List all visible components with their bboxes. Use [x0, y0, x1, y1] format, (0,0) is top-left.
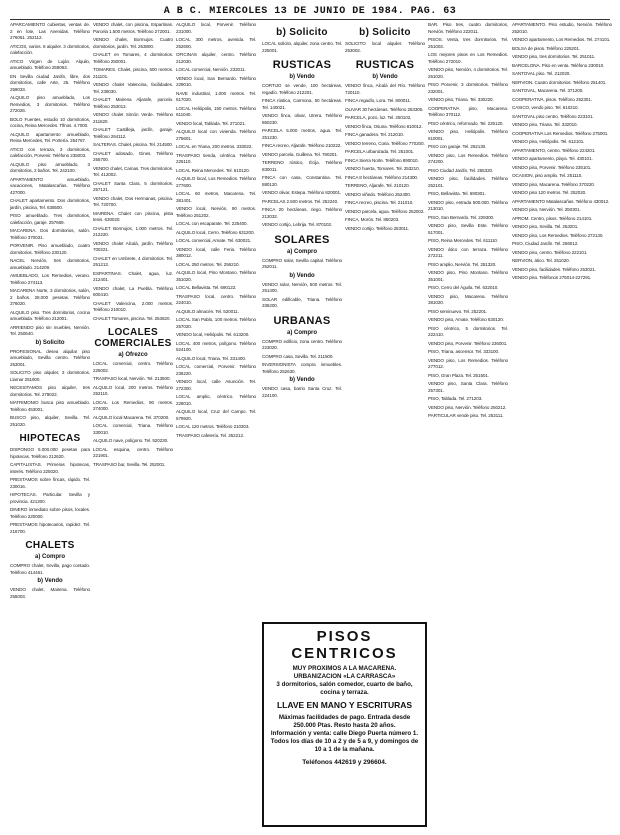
- header-rule: [10, 19, 610, 20]
- classified-ad: SANTOVAL piso. Tel. 212020.: [512, 71, 571, 76]
- classified-ad: SALTERAS. Chalet, piscina. Tel. 214500.: [93, 142, 173, 147]
- classified-ad: VENDO apartamento, Los Remedios. Tel. 274101.: [512, 37, 611, 42]
- column-2: [93, 22, 173, 827]
- subsection-heading: b) Vendo: [372, 74, 398, 80]
- classified-ad: TRASPASO bar, Sevilla. Tel. 252001.: [93, 461, 166, 467]
- classified-ad: VENDO piso, Heliópolis. Tel. 612101.: [512, 139, 585, 144]
- classified-ad: ALQUILO local con vivienda. Teléfono 275601.: [176, 129, 256, 141]
- classified-ad: LOCAL 250 metros. Tel. 256210.: [176, 261, 240, 267]
- classified-ad: VENDO huerta, Tomares. Tel. 253210.: [345, 166, 420, 171]
- classified-ad: PISO Porvenir, 3 dormitorios. Teléfono 232001.: [428, 82, 508, 94]
- classified-ad: TRASPASO local, Nervión. Tel. 213500.: [93, 376, 171, 381]
- classified-ad: ALQUILO local, Cruz del Campo. Tel. 579920.: [176, 409, 256, 421]
- classified-ad: COOPERATIVA piso, Macarena. Teléfono 370112.: [428, 105, 508, 117]
- section-heading: CHALETS: [25, 540, 75, 551]
- promo-line-5: Información y venta: calle Diego Puerta número 1. Todos los días de 10 a 2 y de 5 a 9, y domingos de 10 a 1 de la mañana.: [270, 730, 419, 753]
- subsection-heading: b) Solicito: [35, 339, 65, 346]
- classified-ad: TERRENO, Aljarafe. Tel. 210120.: [345, 183, 410, 188]
- classified-ad: VENDO piso, centro. Teléfono 222101.: [512, 249, 588, 255]
- classified-ad: VENDO ático con terraza. Teléfono 272211.: [428, 246, 508, 258]
- promo-line-1: MUY PROXIMOS A LA MACARENA. URBANIZACION «LA CARRASCA»: [292, 665, 397, 680]
- classified-ad: TRASPASO tienda, céntrica. Teléfono 225110.: [176, 152, 256, 164]
- classified-ad: ALQUILO piso. Tres dormitorios, cocina amueblada. Teléfono 212001.: [10, 309, 90, 321]
- classified-ad: VENDO piso, tres dormitorios. Tel. 251011.: [512, 54, 596, 59]
- classified-ad: BUSCO piso, alquiler, Sevilla. Tel. 251020.: [10, 415, 90, 427]
- classified-ad: NECESITAMOS piso alquiler, tres dormitorios. Tel. 279022.: [10, 385, 90, 397]
- classified-ad: ALQUILO piso amueblado, 3 dormitorios, 2 baños. Tel. 242100.: [10, 161, 90, 173]
- classified-ad: BAR. Piso tres, cuatro dormitorios, Nervión. Teléfono 222011.: [428, 22, 508, 34]
- classified-ad: LOCAL 120 metros. Teléfono 210303.: [176, 424, 250, 429]
- classified-ad: LOCAL amplio, céntrico. Teléfono 228010.: [176, 394, 256, 406]
- section-heading: LOCALES COMERCIALES: [94, 327, 172, 349]
- classified-ad: ATICO con terraza, 3 dormitorios, calefacción, Porvenir. Teléfono 235003.: [10, 146, 90, 158]
- classified-ad: COMPRO casa, Sevilla. Tel. 211500.: [262, 353, 334, 359]
- classified-ad: PISO seminuevo. Tel. 252201.: [428, 308, 488, 314]
- classified-ad: ALQUILO local, 200 metros. Teléfono 252110.: [93, 384, 173, 396]
- classified-ad: VENDO piso, Los Remedios. Teléfono 272130.: [512, 232, 604, 238]
- classified-ad: VENDO piso 120 metros. Tel. 252020.: [512, 190, 587, 195]
- classified-ad: CHALET apartamento. Dos dormitorios, jardín, piscina, Tel. 638500.: [10, 198, 90, 210]
- classified-ad: PARCELA, pozo, luz. Tel. 250102.: [345, 115, 412, 120]
- classified-ad: LOCAL esquina, centro. Teléfono 221901.: [93, 446, 173, 458]
- classified-ad: TRASPASO local, centro. Teléfono 224010.: [176, 293, 256, 305]
- section-heading: b) Solicito: [276, 27, 328, 38]
- classified-ad: LOCAL en Triana, 200 metros. 333022.: [176, 144, 253, 149]
- classified-ad: ALQUILO local, Los Remedios. Teléfono 277600.: [176, 176, 256, 188]
- classified-ad: VENDO piso, Triana. Tel. 332010.: [512, 122, 578, 127]
- classified-ad: VENDO viñedo. Teléfono 252400.: [345, 191, 411, 197]
- classified-ad: NACEL Nervión, tres dormitorios, amueblado. 214209.: [10, 258, 90, 270]
- classified-ad: VENDO piso, Porvenir. Teléfono 235101.: [512, 164, 592, 170]
- classified-ad: OCASION, piso amplio. Tel. 251110.: [512, 173, 583, 178]
- classified-ad: SANTOVAL, Macarena. Tel. 371200.: [512, 88, 584, 93]
- classified-ad: VENDO piso, Heliópolis. Teléfono 610001.: [428, 129, 508, 141]
- classified-ad: MATRIMONIO busca piso amueblado. Teléfono 453001.: [10, 400, 90, 412]
- classified-ad: VENDO finca, Alcalá del Río. Teléfono 720110.: [345, 83, 425, 95]
- classified-ad: CASICO, vendo piso. Tel. 610210.: [512, 105, 579, 110]
- classified-ad: ALQUILO local, Triana. Tel. 331400.: [176, 355, 246, 361]
- classified-ad: VENDO local, Tablada. Tel. 271021.: [176, 120, 246, 126]
- classified-ad: VENDO chalet, Mairena. Teléfono 255003.: [10, 587, 90, 599]
- classified-ad: COOPERATIVA, pisos. Teléfono 252301.: [512, 96, 592, 102]
- classified-ad: CHALET Castilleja, jardín, garaje. Teléfono 264112.: [93, 127, 173, 139]
- classified-ad: VENDO finca, olivar, Utrera. Teléfono 860230.: [262, 113, 342, 125]
- classified-ad: LOCAL Bellavista. Tel. 690122.: [176, 285, 237, 290]
- classified-ad: LOCAL comercial, Triana. Teléfono 330010.: [93, 423, 173, 435]
- classified-ad: VENDO piso, Sevilla Este. Teléfono 517001.: [428, 223, 508, 235]
- classified-ad: LOCAL Heliópolis, 150 metros. Teléfono 611040.: [176, 105, 256, 117]
- classified-ad: FINCA recreo, piscina. Tel. 211010.: [345, 200, 414, 205]
- classified-ad: VENDO local, San Bernardo. Teléfono 229010.: [176, 75, 256, 87]
- classified-ad: PISO, San Bernardo. Tel. 229300.: [428, 214, 495, 220]
- classified-ad: CHALET Tomares, piscina. Tel. 253620.: [93, 315, 171, 321]
- classified-ad: PARCELA urbanizada. Tel. 251001.: [345, 149, 415, 154]
- subsection-heading: b) Vendo: [37, 578, 63, 584]
- classified-ad: ALQUILO local Macarena. Tel. 370200.: [93, 414, 170, 420]
- classified-ad: FINCA ganadera. Tel. 212010.: [345, 132, 404, 137]
- classified-ad: LOS mejores pisos en Los Remedios. Teléfono 272010.: [428, 52, 508, 64]
- classified-ad: PARCELA 5.000 metros, agua. Tel. 251230.: [262, 128, 342, 140]
- classified-ad: VENDO chalet, Camas. Tres dormitorios. Tel. 412002.: [93, 165, 173, 177]
- classified-ad: COMPRO chalet, Sevilla, pago contado. Teléfono 414461.: [10, 563, 90, 575]
- classified-ad: LOCAL comercial, Porvenir. Teléfono 236220.: [176, 364, 256, 376]
- classified-ad: LOCAL 60 metros, Macarena. Tel. 381401.: [176, 191, 256, 203]
- classified-ad: PISO con garaje. Tel. 252130.: [428, 144, 487, 149]
- classified-ad: CAPITALISTAS. Primeras hipotecas, interés. Teléfono 225020.: [10, 462, 90, 474]
- classified-ad: VENDO terreno, Coria. Teléfono 770200.: [345, 140, 425, 146]
- classified-ad: DINERO inmediato sobre pisos, locales. Teléfono 220000.: [10, 507, 90, 519]
- subsection-heading: a) Compro: [287, 329, 317, 336]
- classified-ad: FINCA recreo, Aljarafe. Teléfono 210222.: [262, 143, 342, 148]
- classified-ad: VENDO piso, Amate. Teléfono 630120.: [428, 317, 504, 322]
- column-7: [512, 22, 612, 827]
- classified-ad: VENDO finca, Osuna. Teléfono 810012.: [345, 123, 423, 129]
- classified-ad: LOCAL con escaparate. Tel. 225400.: [176, 221, 248, 226]
- classified-ad: SANTOVAL piso centro. Teléfono 223101.: [512, 113, 594, 119]
- classified-ad: HIPOTECAS. Particular. Sevilla y provincia. 421200.: [10, 492, 90, 504]
- classified-ad: BARCELONA. Piso en venta. Teléfono 230010.: [512, 62, 605, 68]
- classified-ad: VENDO chalet, con piscina, Espartinas. Parcela 1.500 metros. Teléfono 272001.: [93, 22, 173, 34]
- classified-ad: VENDO piso, Los Remedios. Teléfono 277012.: [428, 357, 508, 369]
- classified-ad: MACARENA Norte, 3 dormitorios, salón, 2 baños. 28.000 pesetas. Teléfono 376020.: [10, 288, 90, 306]
- classified-ad: BOLSA de pisos. Teléfono 225201.: [512, 45, 580, 51]
- classified-ad: CHALET en Umbrete, 4 dormitorios. Tel. 251213.: [93, 255, 173, 267]
- classified-ad: VENDO chalet, La Puebla. Teléfono 600410.: [93, 285, 173, 297]
- classified-ad: LOCAL comercial, Nervión. 232011.: [176, 67, 246, 72]
- classified-ad: VENDO piso, facilidades. Teléfono 253021.: [512, 266, 596, 272]
- classified-ad: CHALET adosado, Gines. Teléfono 255700.: [93, 150, 173, 162]
- classified-ad: PISO, Cerro del Águila. Tel. 632010.: [428, 285, 499, 290]
- column-4: [262, 22, 342, 398]
- section-heading: RUSTICAS: [355, 59, 415, 71]
- classified-ad: PISO céntrico, 5 dormitorios. Tel. 222410.: [428, 325, 508, 337]
- promo-title: PISOS CENTRICOS: [291, 628, 398, 662]
- section-heading: SOLARES: [274, 233, 330, 246]
- column-3: [176, 22, 256, 827]
- section-heading: RUSTICAS: [272, 59, 332, 71]
- classified-ad: COMPRO solar, Sevilla capital. Teléfono 252011.: [262, 257, 342, 269]
- classified-ad: VENDO piso, Triana. Tel. 330220.: [428, 97, 494, 102]
- column-5: [345, 22, 425, 337]
- classified-ad: PISO, Ciudad Jardín. Tel. 256012.: [512, 241, 579, 246]
- promo-line-2: 3 dormitorios, salón comedor, cuarto de baño, cocina y terraza.: [276, 681, 413, 696]
- classified-ad: CHALET en Tomares, 4 dormitorios. Teléfono 250001.: [93, 52, 173, 64]
- classified-ad: VENDO piso, Nervión. Tel. 250301.: [512, 207, 581, 212]
- classified-ad: VENDO chalet Valencina, facilidades. Tel. 236030.: [93, 82, 173, 94]
- classified-ad: ALQUILO almacén. Tel. 520011.: [176, 308, 239, 314]
- classified-ad: VENDO local, Heliópolis. Tel. 613200.: [176, 332, 250, 337]
- classified-ad: FINCA con casa, Constantina. Tel. 880120.: [262, 175, 342, 187]
- section-heading: URBANAS: [273, 314, 331, 327]
- subsection-heading: a) Compro: [35, 554, 65, 560]
- classified-ad: TRASPASO cafetería. Tel. 252212.: [176, 432, 245, 438]
- classified-ad: VENDO piso. Teléfonos 275014-227291.: [512, 275, 592, 280]
- classified-ad: TERRENO rústico, Écija. Teléfono 830011.: [262, 160, 342, 172]
- classified-ad: VENDO piso, Porvenir. Teléfono 236001.: [428, 340, 508, 346]
- section-heading: HIPOTECAS: [19, 433, 81, 444]
- classified-ad: COMPRO edificio, zona centro. Teléfono 223020.: [262, 338, 342, 350]
- classified-ad: ATICO Virgen de Luján. Alquilo, amueblado. Teléfono 259063.: [10, 58, 90, 70]
- classified-ad: PISO, Triana, ascensor. Tel. 333100.: [428, 349, 500, 354]
- classified-ad: MAIRENA. Chalet con piscina, pista tenis. 630020.: [93, 210, 173, 222]
- classified-ad: VENDO local, calle Asunción. Tel. 272300.: [176, 379, 256, 391]
- classified-ad: LOCAL solicito, alquiler, zona centro. Tel. 225001.: [262, 41, 342, 53]
- classified-ad: VENDO solar, Nervión, 500 metros. Tel. 251400.: [262, 281, 342, 293]
- classified-ad: APARTAMENTO Matalascañas. Teléfono 430012.: [512, 198, 610, 204]
- classified-ad: ALQUILO local, Cerro. Teléfono 631200.: [176, 229, 255, 235]
- subsection-heading: a) Compro: [287, 248, 317, 255]
- classified-ad: VENDO piso, Sevilla. Tel. 253201.: [512, 224, 579, 229]
- classified-ad: FINCA 20 hectáreas, riego. Teléfono 213032.: [262, 207, 342, 219]
- subsection-heading: b) Vendo: [289, 377, 315, 383]
- classified-ad: BOLO Fuentes, estudio 10 dormitorios, cocina, Reina Mercedes. Tlfnos. 4.7000.: [10, 116, 90, 128]
- classified-ad: VENDO local, Nervión, 90 metros. Teléfono 251202.: [176, 206, 256, 218]
- classified-ad: PISO Ciudad Jardín. Tel. 255320.: [428, 167, 494, 173]
- classified-ad: FINCA 8 hectáreas. Teléfono 214300.: [345, 174, 419, 180]
- subsection-heading: a) Ofrezco: [118, 352, 148, 358]
- promo-line-4: Máximas facilidades de pago. Entrada desde 250.000 Ptas. Resto hasta 20 años.: [278, 714, 411, 729]
- column-1: [10, 22, 90, 827]
- column-6: [428, 22, 508, 827]
- classified-ad: VENDO olivar, Estepa. Teléfono 820001.: [262, 190, 342, 195]
- classified-ad: PISO, Gran Plaza. Tel. 251501.: [428, 372, 490, 378]
- classified-ad: VENDO piso, Macarena. Teléfono 381020.: [428, 293, 508, 305]
- classified-ad: VENDO local, calle Feria. Teléfono 380012.: [176, 246, 256, 258]
- promo-line-3: LLAVE EN MANO Y ESCRITURAS: [276, 700, 413, 710]
- classified-ad: PORVENIR. Piso amueblado, cuatro dormitorios. Teléfono 230120.: [10, 243, 90, 255]
- classified-ad: LOCAL 300 metros, avenida. Tel. 252600.: [176, 37, 256, 49]
- promo-phones: Teléfonos 442619 y 296604.: [302, 759, 387, 766]
- classified-ad: PISO amueblado. Tres dormitorios, calefacción, garaje. 257669.: [10, 213, 90, 225]
- classified-ad: OFICINAS alquiler, centro. Teléfono 212030.: [176, 52, 256, 64]
- classified-ad: LOCAL comercial, centro. Teléfono 225002.: [93, 361, 173, 373]
- classified-ad: DISPONGO 5.000.000 pesetas para hipotecas. Teléfono 212620.: [10, 447, 90, 459]
- classified-ad: EN Sevilla ciudad Jardín, libre, dos dormitorios, calle Arte, 25. Teléfono 259033.: [10, 73, 90, 92]
- classified-ad: LOCAL Reina Mercedes. Tel. 610120.: [176, 167, 250, 173]
- classified-ad: VENDO piso, Pino Montano. Teléfono 351001.: [428, 270, 508, 282]
- section-heading: b) Solicito: [359, 27, 411, 38]
- classified-ad: APARTAMENTO, centro. Teléfono 224201.: [512, 147, 596, 153]
- classified-ad: PISO, Tablada. Tel. 271203.: [428, 396, 483, 401]
- classified-ad: VENDO piso, entrada 500.000. Teléfono 213010.: [428, 199, 508, 211]
- classified-ad: VENDO piso, Nervión. Teléfono 250212.: [428, 404, 507, 410]
- classified-ad: INVERSIONISTA compra inmuebles. Teléfono 252630.: [262, 362, 342, 374]
- classified-ad: PARCELAS 2.500 metros. Tel. 252240.: [262, 198, 339, 204]
- classified-ad: ALQUILO piso amueblado, Los Remedios, 3 dormitorios. Teléfono 272026.: [10, 95, 90, 113]
- classified-ad: VENDO casa, barrio Santa Cruz. Tel. 224100.: [262, 386, 342, 398]
- classified-ad: SOLICITO piso alquiler, 3 dormitorios. Llamar 251600.: [10, 370, 90, 382]
- classified-ad: FINCA, Morón. Tel. 850203.: [345, 217, 400, 222]
- classified-ad: ESPARTINAS. Chalet, agua, luz. 212401.: [93, 270, 173, 282]
- classified-ad: VENDO cortijo. Teléfono 253011.: [345, 225, 410, 231]
- subsection-heading: b) Vendo: [289, 272, 315, 279]
- classified-ad: VENDO chalet, Dos Hermanas, piscina. Tel. 720700.: [93, 195, 173, 207]
- classified-ad: NERVION. Cuatro dormitorios. Teléfono 251401.: [512, 79, 607, 85]
- classified-ad: VENDO chalet Simón Verde. Teléfono 211620.: [93, 112, 173, 124]
- classified-ad: VENDO piso, Macarena. Teléfono 370220.: [512, 181, 595, 187]
- promo-box: [262, 622, 427, 827]
- classified-ad: VENDO piso, Nervión, 4 dormitorios. Tel. 251020.: [428, 67, 508, 79]
- classified-ad: NAVE industrial, 1.000 metros. Tel. 517020.: [176, 90, 256, 102]
- classified-ad: VENDO chalet, Bormujos. Cuatro dormitorios, jardín. Tel. 253800.: [93, 37, 173, 49]
- classified-ad: VENDO chalet Alcalá, jardín. Teléfono 700221.: [93, 240, 173, 252]
- classified-ad: SOLICITO local alquiler. Teléfono 253002.: [345, 41, 425, 53]
- classified-ad: FINCA Sierra Norte. Teléfono 890010.: [345, 157, 419, 163]
- classified-ad: ALQUILO nave, polígono. Tel. 520230.: [93, 438, 169, 443]
- classified-ad: APARTAMENTO amueblado, vacaciones, Matalascañas. Teléfono 427000.: [10, 176, 90, 195]
- classified-ad: FINCA regadío, Lora. Tel. 800011.: [345, 98, 411, 103]
- classified-ad: OLIVAR 30 hectáreas. Teléfono 253300.: [345, 106, 424, 112]
- classified-ad: VENDO parcela, Guillena. Tel. 780201.: [262, 151, 338, 157]
- classified-ad: CHALET Valencina, 2.000 metros. Teléfono 210010.: [93, 300, 173, 312]
- classified-ad: COOPERATIVA Los Remedios. Teléfono 275001.: [512, 130, 609, 136]
- subsection-heading: b) Vendo: [289, 74, 315, 80]
- classified-ad: VENDO piso, facilidades. Teléfono 252101.: [428, 176, 508, 188]
- classified-ad: ALQUILO local, Pino Montano. Teléfono 351020.: [176, 270, 256, 282]
- classified-ad: VENDO piso, Los Remedios. Teléfono 274200.: [428, 152, 508, 164]
- classified-ad: APROM. Centro, pisos. Teléfono 214101.: [512, 215, 593, 221]
- classified-ad: APARCAMIENTO cubiertas, ventas de. 2 en lote, Las Avenidas. Teléfono 276061. 252112.: [10, 22, 90, 40]
- classified-ad: ATICOS, varios. 6 alquiler. 3 dormitorios, calefacción.: [10, 43, 90, 55]
- classified-ad: CHALET Mairena Aljarafe, parcela. Teléfono 253013.: [93, 97, 173, 109]
- classified-ad: FINCA rústica, Carmona, 50 hectáreas. Tel. 140021.: [262, 98, 342, 110]
- classified-ad: APARTAMENTO. Piso estudio, Nervión. Teléfono 252010.: [512, 22, 612, 34]
- classified-ad: PROFESIONAL desea alquilar piso amueblado, Sevilla centro. Teléfono 253001.: [10, 348, 90, 367]
- classified-ad: PISO, Reina Mercedes. Tel. 611110.: [428, 238, 499, 243]
- classified-ad: PISO céntrico, reformado. Tel. 225120.: [428, 120, 504, 126]
- classified-ad: CHALET Santa Clara, 5 dormitorios. 257121.: [93, 180, 173, 192]
- classified-ad: ALQUILO local, Porvenir. Teléfono 231000.: [176, 22, 256, 34]
- classified-ad: CHALET Bormujos, 1.000 metros. Tel. 212220.: [93, 225, 173, 237]
- page-header: A B C. MIERCOLES 13 DE JUNIO DE 1984. PAG. 63: [163, 6, 457, 17]
- classified-ad: NERVION, ático. Tel. 251020.: [512, 258, 570, 263]
- classified-ad: PRESTAMOS hipotecarios, rapidez. Tel. 216700.: [10, 522, 90, 534]
- classified-ad: PISO amplio, Nervión. Tel. 251320.: [428, 261, 497, 267]
- classified-ad: PISO, Bellavista. Tel. 690301.: [428, 191, 486, 196]
- classified-ad: VENDO apartamento, playa. Tel. 430101.: [512, 156, 593, 161]
- classified-ad: TOMARES. Chalet, piscina, 500 metros. 211101.: [93, 67, 173, 79]
- classified-ad: SOLAR edificable, Triana. Teléfono 336200.: [262, 296, 342, 308]
- classified-ad: MACARENA. Dos dormitorios, salón. Teléfono 370031.: [10, 228, 90, 240]
- classified-ad: AMUEBLADO, Los Remedios, verano. Teléfono 274113.: [10, 273, 90, 285]
- classified-ad: LOCAL 400 metros, polígono. Teléfono 524100.: [176, 340, 256, 352]
- classified-ad: LOCAL Los Remedios, 90 metros. 274000.: [93, 399, 173, 411]
- classified-ad: VENDO cortijo, Lebrija. Tel. 870102.: [262, 222, 333, 227]
- classified-ad: VENDO piso, Santa Clara. Teléfono 257301.: [428, 381, 508, 393]
- classified-ad: VENDO parcela, agua. Teléfono 252002.: [345, 208, 425, 214]
- classified-ad: PISOS. Venta, tres dormitorios. Tel. 251003.: [428, 37, 508, 49]
- classified-ad: ARRIENDO piso sin muebles, Nervión. Tel. 250640.: [10, 324, 90, 336]
- classified-ad: LOCAL comercial, Amate. Tel. 630021.: [176, 238, 252, 243]
- classified-ad: CORTIJO se vende, 100 hectáreas, regadío. Teléfono 212201.: [262, 83, 342, 95]
- classified-ad: ALQUILO apartamento amueblado, Reina Mercedes, Tel. Portería. 254767.: [10, 131, 90, 143]
- classified-ad: PARTICULAR vende piso. Tel. 253111.: [428, 413, 504, 418]
- classified-ad: PRESTAMOS sobre fincas, rápido. Tel. 230016.: [10, 477, 90, 489]
- classified-ad: LOCAL San Pablo, 100 metros. Teléfono 257020.: [176, 317, 256, 329]
